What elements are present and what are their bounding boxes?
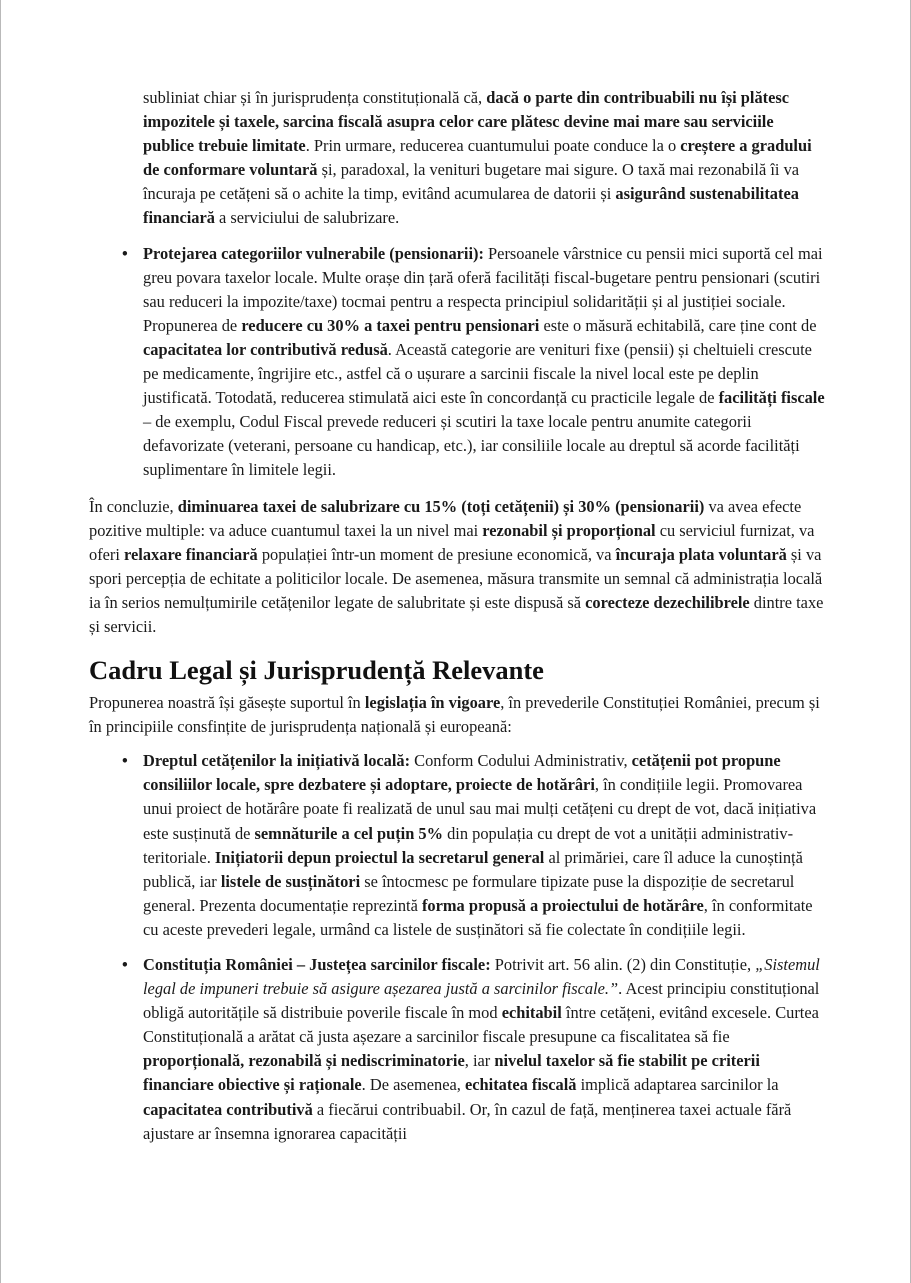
bold-text: Constituția României – Justețea sarcinilor fiscale: <box>143 955 491 974</box>
bold-text: semnăturile a cel puțin 5% <box>254 823 444 843</box>
text-run: a serviciului de salubrizare. <box>214 208 400 228</box>
rich-text <box>89 693 820 736</box>
text-run: și, paradoxal, la venituri bugetare mai sigure. O taxă mai rezonabilă îi va încuraja pe cetățeni să o achite la timp, evitând acumularea de datorii și <box>143 160 800 204</box>
text-run: între cetățeni, evitând excesele. Curtea Constituțională a arătat că justa așezare a sarcinilor fiscale presupune ca fiscalitatea să fie <box>143 1003 819 1047</box>
text-run: cu serviciul furnizat, va oferi <box>89 520 815 564</box>
bold-text: Protejarea categoriilor vulnerabile (pensionarii): <box>143 243 484 263</box>
list-item-compliance-continuation <box>143 86 825 231</box>
text-run: Persoanele vârstnice cu pensii mici suportă cel mai greu povara taxelor locale. Multe orașe din țară oferă facilități fiscal-bugetare pentru pensionari (scutiri sau reduceri la impozite/taxe) tocmai pentru a respecta principiul solidarității și al justiției sociale. Propunerea de <box>143 243 823 335</box>
text-run: În concluzie, <box>89 496 178 516</box>
bold-text: rezonabil și proporțional <box>482 520 656 540</box>
bullet-icon: • <box>122 243 128 263</box>
text-run: subliniat chiar și în jurisprudența constituțională că, <box>143 88 487 107</box>
text-run: implică adaptarea sarcinilor la <box>576 1075 779 1095</box>
text-run: . Prin urmare, reducerea cuantumului poate conduce la o <box>305 136 681 156</box>
bold-text: facilități fiscale <box>718 388 825 408</box>
bold-text: cetățenii pot propune consiliilor locale, spre dezbatere și adoptare, proiecte de hotărâri <box>143 751 781 795</box>
bold-text: legislația în vigoare <box>364 693 501 713</box>
text-run: din populația cu drept de vot a unității administrativ-teritoriale. <box>143 823 794 867</box>
text-run: . Această categorie are venituri fixe (pensii) și cheltuieli crescute pe medicamente, îngrijire etc., astfel că o ușurare a sarcinii fiscale la nivel local este pe deplin justificată. Totodată, reducerea stimulată aici este în concordanță cu practicile legale de <box>143 339 812 408</box>
conclusion-paragraph <box>89 495 825 640</box>
bold-text: creștere a gradului de conformare voluntară <box>143 136 812 180</box>
bold-text: nivelul taxelor să fie stabilit pe criterii financiare obiective și raționale <box>143 1051 760 1095</box>
text-run: Conform Codului Administrativ, <box>410 751 632 771</box>
document-body <box>89 86 825 1146</box>
text-run: și va spori percepția de echitate a politicilor locale. De asemenea, măsura transmite un semnal că administrația locală ia în serios nemulțumirile cetățenilor legate de salubritate și este dispusă să <box>89 544 823 612</box>
bullet-icon: • <box>122 751 128 771</box>
section-heading: Cadru Legal și Jurisprudență Relevante <box>89 655 544 686</box>
bold-text: reducere cu 30% a taxei pentru pensionari <box>241 315 540 335</box>
bold-text: echitabil <box>501 1003 562 1023</box>
bold-text: capacitatea lor contributivă redusă <box>143 339 388 359</box>
text-run: , în prevederile Constituției României, precum și în principiile consfințite de jurisprudența națională și europeană: <box>89 693 820 737</box>
rich-text <box>143 751 816 939</box>
text-run: al primăriei, care îl aduce la cunoștință publică, iar <box>143 847 803 891</box>
section-intro-paragraph <box>89 691 825 739</box>
italic-quote: „Sistemul legal de impuneri trebuie să asigure așezarea justă a sarcinilor fiscale.” <box>143 955 820 999</box>
bold-text: forma propusă a proiectului de hotărâre <box>421 895 704 915</box>
bold-text: corecteze dezechilibrele <box>585 592 750 612</box>
text-run: dintre taxe și servicii. <box>89 592 824 636</box>
text-run: . De asemenea, <box>361 1075 465 1095</box>
text-run: este o măsură echitabilă, care ține cont de <box>539 315 817 335</box>
list-item-citizen-initiative <box>122 749 825 942</box>
text-run: va avea efecte pozitive multiple: va aduce cuantumul taxei la un nivel mai <box>89 496 802 540</box>
bullet-list-benefits <box>89 86 825 483</box>
bold-text: dacă o parte din contribuabili nu își plătesc impozitele și taxele, sarcina fiscală asupra celor care plătesc devine mai mare sau serviciile publice trebuie limitate <box>143 88 790 156</box>
text-run: a fiecărui contribuabil. Or, în cazul de față, menținerea taxei actuale fără ajustare ar însemna ignorarea capacității <box>143 1099 792 1143</box>
bold-text: diminuarea taxei de salubrizare cu 15% (toți cetățenii) și 30% (pensionarii) <box>177 496 705 516</box>
text-run: . Acest principiu constituțional obligă autoritățile să distribuie poverile fiscale în mod <box>143 979 820 1023</box>
rich-text <box>89 497 823 636</box>
bold-text: Dreptul cetățenilor la inițiativă locală: <box>143 751 411 771</box>
text-run: populației într-un moment de presiune economică, va <box>257 544 616 564</box>
bold-text: proporțională, rezonabilă și nediscriminatorie <box>143 1051 465 1071</box>
rich-text <box>143 955 820 1143</box>
bold-text: capacitatea contributivă <box>143 1099 313 1119</box>
text-run: – de exemplu, Codul Fiscal prevede reduceri și scutiri la taxe locale pentru anumite categorii defavorizate (veterani, persoane cu handicap, etc.), iar consiliile locale au dreptul să acorde facilități suplimentare în limitele legii. <box>143 412 800 480</box>
bold-text: Inițiatorii depun proiectul la secretarul general <box>214 847 545 867</box>
list-item-constitution <box>122 953 825 1146</box>
bullet-icon: • <box>122 955 128 974</box>
bold-text: încuraja plata voluntară <box>615 544 787 564</box>
bold-text: listele de susținători <box>220 871 361 891</box>
list-item-pensioners <box>122 242 825 483</box>
text-run: , în condițiile legii. Promovarea unui proiect de hotărâre poate fi realizată de unul sau mai mulți cetățeni cu drept de vot, dacă inițiativa este susținută de <box>143 775 817 843</box>
rich-text <box>143 244 825 480</box>
rich-text <box>143 88 812 227</box>
text-run: Potrivit art. 56 alin. (2) din Constituție, <box>490 955 756 974</box>
text-run: , iar <box>464 1051 495 1071</box>
text-run: Propunerea noastră își găsește suportul în <box>89 693 365 713</box>
bullet-list-legal-framework <box>89 749 825 1146</box>
text-run: , în conformitate cu aceste prevederi legale, urmând ca listele de susținători să fie colectate în condițiile legii. <box>143 895 813 939</box>
bold-text: echitatea fiscală <box>464 1075 577 1095</box>
bold-text: relaxare financiară <box>124 544 258 564</box>
bold-text: asigurând sustenabilitatea financiară <box>143 184 799 228</box>
text-run: se întocmesc pe formulare tipizate puse la dispoziție de secretarul general. Prezenta documentație reprezintă <box>143 871 795 915</box>
